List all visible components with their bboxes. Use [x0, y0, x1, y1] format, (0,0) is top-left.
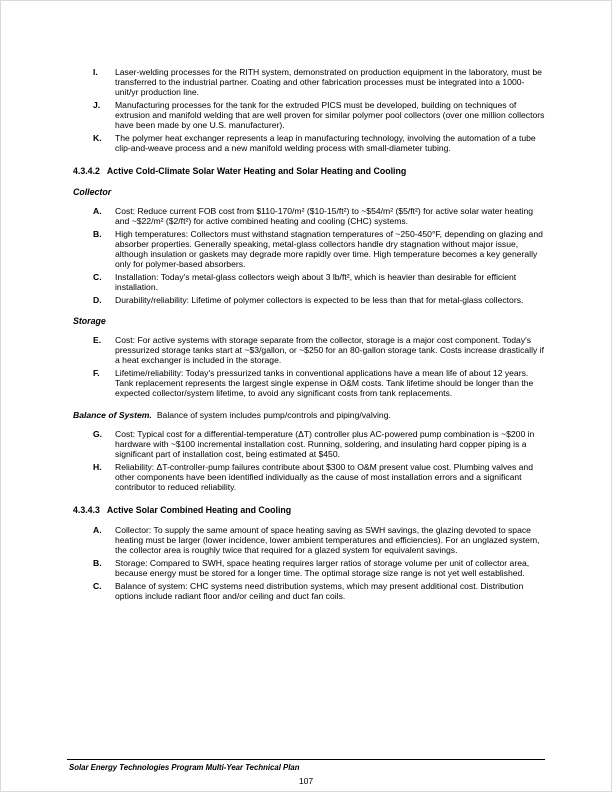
list-item-text: The polymer heat exchanger represents a leap in manufacturing technology, involving the automation of a tube clip-and-weave process and a new manifold welding process with small-diameter tubing.	[115, 133, 536, 153]
list-item-text: Manufacturing processes for the tank for the extruded PICS must be developed, building on techniques of extrusion and manifold welding that are well proven for similar polymer pool collectors (over one million collectors have been made by one U.S. manufacturer).	[115, 100, 545, 130]
list-item-text: Storage: Compared to SWH, space heating requires larger ratios of storage volume per unit of collector area, because energy must be stored for a longer time. The optimal storage size range is not yet well established.	[115, 558, 530, 578]
chc-list	[93, 525, 545, 601]
list-item-label: J.	[93, 100, 101, 110]
section-number: 4.3.4.3	[73, 505, 100, 515]
subheading-storage: Storage	[73, 316, 106, 326]
page-content	[73, 67, 545, 604]
list-item	[93, 368, 545, 398]
list-item	[93, 558, 545, 578]
list-item-text: Reliability: ΔT-controller-pump failures contribute about $300 to O&M present value cost. Plumbing valves and other components have been identified individually as the cause of most installation errors and a significant contributor to reduced reliability.	[115, 462, 533, 492]
section-number: 4.3.4.2	[73, 166, 100, 176]
list-item	[93, 335, 545, 365]
list-item-text: Balance of system: CHC systems need distribution systems, which may present additional cost. Distribution options include radiant floor and/or ceiling and duct fan coils.	[115, 581, 524, 601]
list-item	[93, 272, 545, 292]
list-item-label: B.	[93, 558, 102, 568]
page-number: 107	[298, 776, 314, 786]
list-item-label: A.	[93, 206, 102, 216]
continued-alpha-list	[93, 67, 545, 153]
balance-of-system-heading: Balance of System.	[73, 410, 152, 420]
list-item-label: D.	[93, 295, 102, 305]
list-item-text: Lifetime/reliability: Today's pressurized tanks in conventional applications have a mean life of about 12 years. Tank replacement represents the largest single expense in O&M costs. Tank lifetime should be longer than the expected collector/system lifetime, to avoid any significant costs from tank replacements.	[115, 368, 534, 398]
list-item-label: F.	[93, 368, 100, 378]
list-item-label: E.	[93, 335, 102, 345]
list-item-label: H.	[93, 462, 102, 472]
list-item	[93, 206, 545, 226]
list-item-label: G.	[93, 429, 103, 439]
list-item	[93, 133, 545, 153]
list-item-label: I.	[93, 67, 98, 77]
list-item-text: Installation: Today's metal-glass collectors weigh about 3 lb/ft², which is heavier than desirable for efficient installation.	[115, 272, 517, 292]
list-item	[93, 295, 545, 305]
list-item-text: Cost: For active systems with storage separate from the collector, storage is a major cost component. Today's pressurized storage tanks start at ~$3/gallon, or ~$250 for an 80-gallon storage tank. Costs increase drastically if a heat exchanger is included in the storage.	[115, 335, 544, 365]
storage-list	[93, 335, 545, 398]
section-heading-4342	[73, 166, 545, 176]
list-item-label: C.	[93, 581, 102, 591]
list-item-text: Collector: To supply the same amount of space heating saving as SWH savings, the glazing devoted to space heating must be larger (lower incidence, lower ambient temperatures and efficiencies). For an unglazed system, the collector area is roughly twice that required for a glazed system for equivalent savings.	[115, 525, 540, 555]
section-title: Active Solar Combined Heating and Cooling	[106, 505, 292, 515]
section-title: Active Cold-Climate Solar Water Heating and Solar Heating and Cooling	[106, 166, 407, 176]
subheading-collector: Collector	[73, 187, 112, 197]
list-item-label: A.	[93, 525, 102, 535]
list-item-text: Durability/reliability: Lifetime of polymer collectors is expected to be less than that for metal-glass collectors.	[115, 295, 524, 305]
footer-document-title: Solar Energy Technologies Program Multi-Year Technical Plan	[69, 763, 300, 772]
list-item	[93, 525, 545, 555]
list-item	[93, 429, 545, 459]
list-item-text: Cost: Reduce current FOB cost from $110-170/m² ($10-15/ft²) to ~$54/m² ($5/ft²) for active solar water heating and ~$22/m² ($2/ft²) for active combined heating and cooling (CHC) systems.	[115, 206, 534, 226]
list-item	[93, 462, 545, 492]
balance-of-system-paragraph	[73, 410, 545, 420]
balance-of-system-lead: Balance of system includes pump/controls and piping/valving.	[156, 410, 391, 420]
list-item	[93, 229, 545, 269]
footer-divider	[67, 759, 545, 760]
list-item	[93, 67, 545, 97]
list-item-text: High temperatures: Collectors must withstand stagnation temperatures of ~250-450°F, depending on glazing and absorber properties. Generally speaking, metal-glass collectors handle dry stagnation without major issue, although insulation or gaskets may degrade more rapidly over time. High temperature becomes a key generally only for polymer-based absorbers.	[115, 229, 543, 269]
list-item-text: Cost: Typical cost for a differential-temperature (ΔT) controller plus AC-powered pump combination is ~$200 in hardware with ~$100 incremental installation cost. Running, soldering, and insulating hard copper piping is a significant part of installation cost, being estimated at $450.	[115, 429, 535, 459]
list-item	[93, 581, 545, 601]
list-item-label: B.	[93, 229, 102, 239]
list-item-label: C.	[93, 272, 102, 282]
balance-of-system-list	[93, 429, 545, 492]
collector-list	[93, 206, 545, 305]
section-heading-4343	[73, 505, 545, 515]
list-item-label: K.	[93, 133, 102, 143]
list-item-text: Laser-welding processes for the RITH system, demonstrated on production equipment in the laboratory, must be transferred to the industrial partner. Coating and other fabrication processes must be integrated into a 1000-unit/yr production line.	[115, 67, 542, 97]
list-item	[93, 100, 545, 130]
